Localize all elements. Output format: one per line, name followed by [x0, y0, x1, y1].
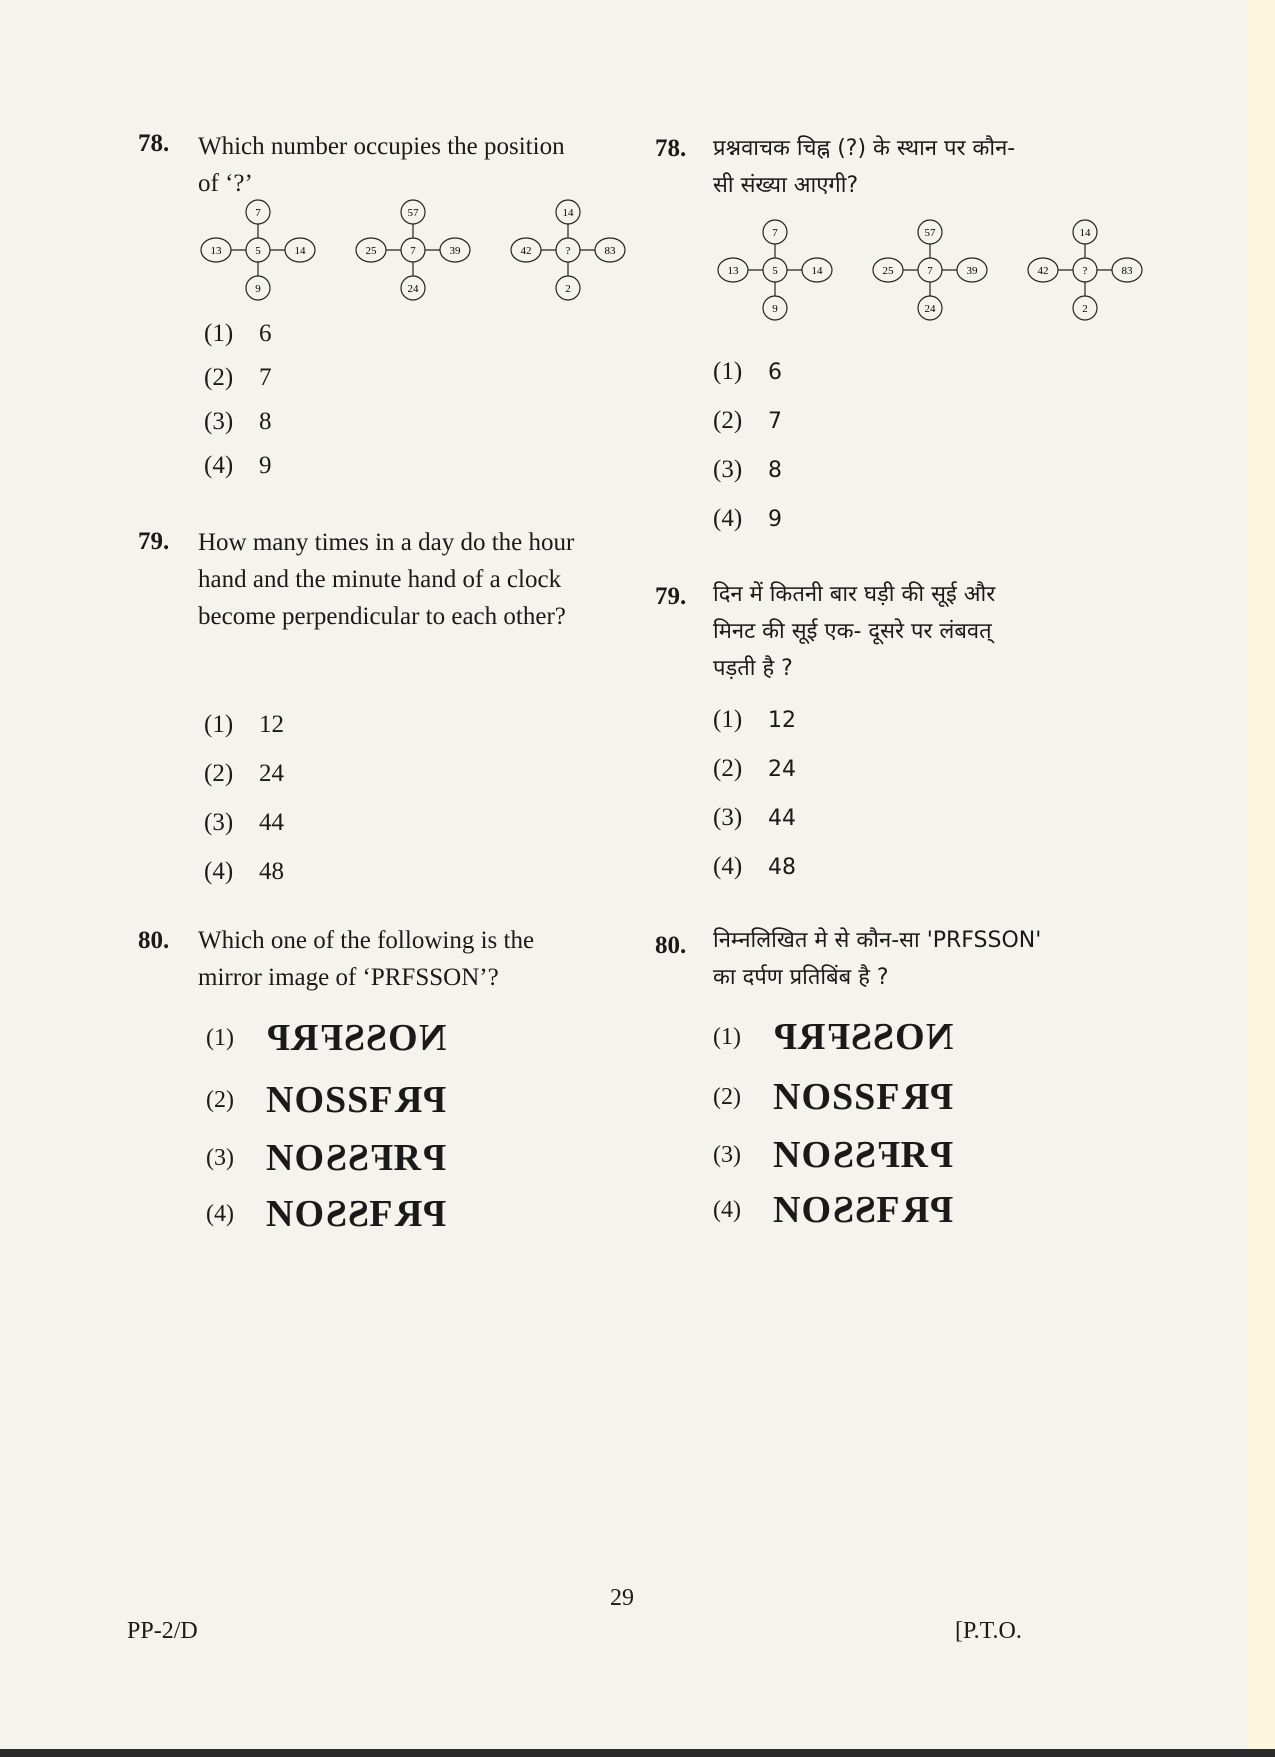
number-label: ? — [565, 245, 571, 257]
option-label: (4) — [713, 853, 743, 880]
mirror-word — [773, 1075, 953, 1119]
number-label: ? — [1082, 265, 1088, 277]
mirror-glyph: P — [928, 1076, 954, 1118]
mirror-glyph: S — [849, 1016, 873, 1058]
number-label: 7 — [927, 265, 933, 277]
number-label: 24 — [407, 283, 419, 295]
number-label: 83 — [604, 245, 616, 257]
question-number: 79. — [138, 528, 170, 555]
number-figure — [511, 200, 625, 300]
option-value: 6 — [768, 360, 782, 385]
mirror-glyph: S — [854, 1189, 877, 1231]
question-text — [713, 130, 1143, 204]
mirror-glyph: R — [900, 1189, 929, 1231]
option-value: 44 — [768, 806, 796, 831]
mirror-glyph: F — [318, 1017, 343, 1059]
option-label: (4) — [713, 505, 743, 532]
option-2[interactable] — [204, 760, 284, 788]
figure-series-hi — [713, 215, 1133, 325]
option-value: 6 — [259, 320, 272, 347]
question-number: 78. — [655, 135, 687, 162]
mirror-glyph: R — [393, 1079, 422, 1121]
option-1[interactable] — [204, 320, 272, 348]
mirror-option-4[interactable] — [713, 1188, 953, 1232]
number-label: 14 — [1079, 227, 1091, 239]
option-label: (2) — [204, 760, 234, 787]
mirror-word — [266, 1078, 446, 1122]
question-number: 80. — [138, 927, 170, 954]
mirror-glyph: P — [773, 1016, 798, 1058]
number-label: 14 — [811, 265, 823, 277]
please-turn-over: [P.T.O. — [955, 1618, 1022, 1644]
option-label: (2) — [713, 1083, 741, 1110]
mirror-glyph: S — [872, 1016, 895, 1058]
option-label: (2) — [206, 1086, 234, 1113]
mirror-glyph: R — [393, 1137, 422, 1179]
mirror-glyph: S — [832, 1134, 855, 1176]
option-value: 8 — [768, 458, 782, 483]
option-label: (3) — [204, 809, 234, 836]
number-figure — [718, 220, 832, 320]
option-value: 24 — [259, 760, 284, 787]
option-label: (4) — [204, 452, 234, 479]
number-label: 25 — [365, 245, 377, 257]
mirror-glyph: F — [369, 1193, 394, 1235]
option-label: (4) — [713, 1196, 741, 1223]
question-text — [198, 922, 628, 996]
mirror-glyph: F — [369, 1079, 394, 1121]
question-line: Which one of the following is the — [198, 927, 535, 954]
option-label: (1) — [713, 1023, 741, 1050]
option-value: 7 — [768, 409, 782, 434]
mirror-option-2[interactable] — [206, 1078, 446, 1122]
option-4[interactable] — [204, 452, 272, 480]
option-1[interactable] — [713, 706, 796, 734]
number-label: 14 — [562, 207, 574, 219]
option-label: (3) — [713, 1141, 741, 1168]
option-value: 9 — [259, 452, 272, 479]
mirror-glyph: S — [365, 1017, 388, 1059]
option-3[interactable] — [713, 804, 796, 832]
mirror-glyph: N — [773, 1076, 802, 1118]
mirror-glyph: O — [894, 1016, 925, 1058]
question-line: दिन में कितनी बार घड़ी की सूई और — [713, 582, 996, 607]
question-line: मिनट की सूई एक- दूसरे पर लंबवत् — [713, 619, 992, 644]
number-figure — [356, 200, 470, 300]
scan-border — [0, 1749, 1275, 1757]
option-4[interactable] — [204, 858, 284, 886]
mirror-glyph: S — [325, 1137, 348, 1179]
question-line: सी संख्या आएगी? — [713, 173, 859, 198]
mirror-glyph: P — [928, 1134, 954, 1176]
question-line: mirror image of ‘PRFSSON’? — [198, 964, 499, 991]
mirror-glyph: F — [825, 1016, 850, 1058]
mirror-glyph: N — [266, 1193, 295, 1235]
mirror-glyph: F — [369, 1137, 394, 1179]
mirror-word — [773, 1015, 953, 1059]
mirror-glyph: O — [801, 1134, 833, 1176]
mirror-word — [266, 1016, 446, 1060]
option-value: 48 — [768, 855, 796, 880]
mirror-glyph: P — [421, 1193, 447, 1235]
mirror-glyph: P — [928, 1189, 954, 1231]
mirror-glyph: N — [773, 1134, 802, 1176]
option-1[interactable] — [713, 358, 782, 386]
mirror-glyph: F — [876, 1189, 901, 1231]
page-number: 29 — [610, 1585, 634, 1611]
number-label: 42 — [1037, 265, 1049, 277]
option-value: 48 — [259, 858, 284, 885]
mirror-word — [266, 1192, 446, 1236]
question-text — [198, 524, 628, 635]
mirror-glyph: R — [290, 1017, 319, 1059]
mirror-glyph: S — [854, 1134, 877, 1176]
mirror-glyph: P — [421, 1079, 447, 1121]
number-label: 24 — [924, 303, 936, 315]
mirror-glyph: P — [266, 1017, 291, 1059]
option-label: (1) — [713, 358, 743, 385]
mirror-word — [773, 1133, 953, 1177]
mirror-glyph: R — [797, 1016, 826, 1058]
mirror-glyph: N — [266, 1137, 295, 1179]
mirror-option-3[interactable] — [713, 1133, 953, 1177]
option-label: (3) — [713, 804, 743, 831]
option-label: (3) — [206, 1144, 234, 1171]
mirror-word — [266, 1136, 446, 1180]
figure-series-en — [196, 195, 616, 305]
mirror-glyph: N — [266, 1079, 295, 1121]
mirror-glyph: S — [832, 1076, 855, 1118]
number-label: 83 — [1121, 265, 1133, 277]
option-value: 24 — [768, 757, 796, 782]
mirror-glyph: O — [801, 1189, 833, 1231]
option-label: (2) — [713, 407, 743, 434]
question-number: 80. — [655, 932, 687, 959]
option-label: (1) — [713, 706, 743, 733]
number-label: 39 — [449, 245, 461, 257]
mirror-word — [773, 1188, 953, 1232]
number-label: 42 — [520, 245, 532, 257]
question-line: become perpendicular to each other? — [198, 603, 566, 630]
option-1[interactable] — [204, 711, 284, 739]
mirror-glyph: S — [342, 1017, 366, 1059]
question-number: 79. — [655, 583, 687, 610]
mirror-glyph: P — [421, 1137, 447, 1179]
number-label: 13 — [210, 245, 222, 257]
paper-code: PP-2/D — [127, 1618, 198, 1644]
mirror-glyph: N — [924, 1016, 954, 1058]
mirror-option-2[interactable] — [713, 1075, 953, 1119]
mirror-glyph: S — [832, 1189, 855, 1231]
question-line: का दर्पण प्रतिबिंब है ? — [713, 965, 889, 990]
mirror-glyph: N — [773, 1189, 802, 1231]
number-label: 25 — [882, 265, 894, 277]
option-value: 44 — [259, 809, 284, 836]
number-label: 5 — [772, 265, 778, 277]
question-line: निम्नलिखित मे से कौन-सा 'PRFSSON' — [713, 928, 1042, 953]
option-value: 9 — [768, 507, 782, 532]
option-label: (1) — [206, 1024, 234, 1051]
number-label: 9 — [772, 303, 778, 315]
number-label: 7 — [772, 227, 778, 239]
question-text — [713, 922, 1153, 996]
option-3[interactable] — [204, 408, 272, 436]
mirror-glyph: S — [347, 1079, 370, 1121]
mirror-option-4[interactable] — [206, 1192, 446, 1236]
mirror-glyph: S — [854, 1076, 877, 1118]
option-label: (1) — [204, 711, 234, 738]
question-line: How many times in a day do the hour — [198, 529, 575, 556]
mirror-glyph: S — [325, 1193, 348, 1235]
option-value: 12 — [259, 711, 284, 738]
number-label: 7 — [255, 207, 261, 219]
mirror-glyph: S — [347, 1137, 370, 1179]
option-label: (3) — [204, 408, 234, 435]
mirror-glyph: N — [417, 1017, 447, 1059]
option-label: (3) — [713, 456, 743, 483]
question-text — [713, 576, 1143, 687]
number-label: 13 — [727, 265, 739, 277]
mirror-glyph: O — [294, 1193, 326, 1235]
option-value: 8 — [259, 408, 272, 435]
number-label: 7 — [410, 245, 416, 257]
mirror-glyph: R — [900, 1076, 929, 1118]
mirror-glyph: F — [876, 1076, 901, 1118]
option-label: (4) — [204, 858, 234, 885]
number-label: 2 — [1082, 303, 1088, 315]
option-label: (2) — [713, 755, 743, 782]
number-label: 39 — [966, 265, 978, 277]
number-label: 5 — [255, 245, 261, 257]
page-edge — [1247, 0, 1275, 1757]
option-3[interactable] — [204, 809, 284, 837]
mirror-glyph: S — [325, 1079, 348, 1121]
option-value: 12 — [768, 708, 796, 733]
mirror-glyph: O — [294, 1079, 326, 1121]
number-figure — [1028, 220, 1142, 320]
option-4[interactable] — [713, 853, 796, 881]
mirror-glyph: O — [294, 1137, 326, 1179]
question-line: प्रश्नवाचक चिह्न (?) के स्थान पर कौन- — [713, 136, 1016, 161]
option-2[interactable] — [713, 755, 796, 783]
mirror-glyph: F — [876, 1134, 901, 1176]
option-label: (2) — [204, 364, 234, 391]
option-3[interactable] — [713, 456, 782, 484]
mirror-glyph: R — [900, 1134, 929, 1176]
number-figure — [201, 200, 315, 300]
mirror-option-1[interactable] — [713, 1015, 953, 1059]
question-number: 78. — [138, 130, 170, 157]
mirror-glyph: R — [393, 1193, 422, 1235]
option-value: 7 — [259, 364, 272, 391]
mirror-option-1[interactable] — [206, 1016, 446, 1060]
number-figure — [873, 220, 987, 320]
question-line: of ‘?’ — [198, 170, 253, 197]
question-line: पड़ती है ? — [713, 656, 793, 681]
question-text — [198, 128, 628, 202]
number-label: 2 — [565, 283, 571, 295]
number-label: 57 — [924, 227, 936, 239]
number-label: 57 — [407, 207, 419, 219]
mirror-option-3[interactable] — [206, 1136, 446, 1180]
option-2[interactable] — [204, 364, 272, 392]
mirror-glyph: O — [801, 1076, 833, 1118]
question-line: hand and the minute hand of a clock — [198, 566, 562, 593]
option-label: (1) — [204, 320, 234, 347]
question-line: Which number occupies the position — [198, 133, 565, 160]
option-4[interactable] — [713, 505, 782, 533]
option-2[interactable] — [713, 407, 782, 435]
mirror-glyph: S — [347, 1193, 370, 1235]
mirror-glyph: O — [387, 1017, 418, 1059]
option-label: (4) — [206, 1200, 234, 1227]
number-label: 9 — [255, 283, 261, 295]
number-label: 14 — [294, 245, 306, 257]
